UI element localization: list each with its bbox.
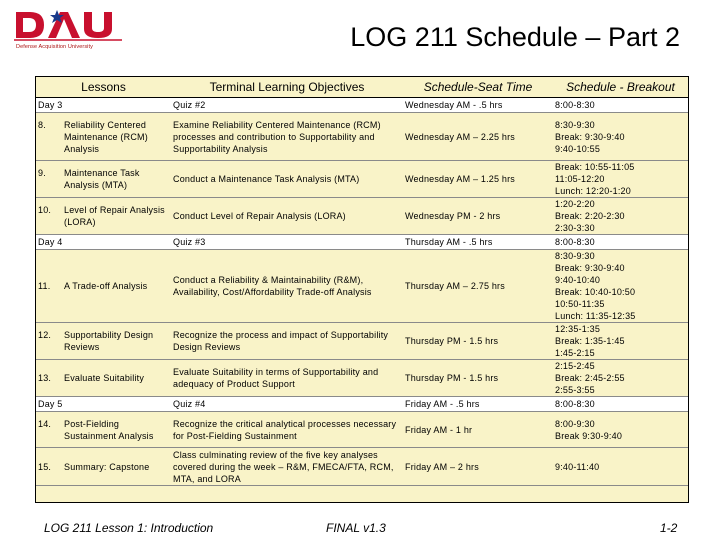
breakout-cell [553, 161, 688, 198]
breakout-line: 2:30-3:30 [555, 223, 595, 233]
day-label: Day 5 [38, 399, 63, 409]
lesson-cell [36, 250, 171, 323]
breakout-line: 1:20-2:20 [555, 199, 595, 209]
breakout-line: 2:15-2:45 [555, 361, 595, 371]
breakout-line: 8:00-8:30 [555, 100, 595, 110]
breakout-cell [553, 323, 688, 360]
lesson-title: Post-Fielding Sustainment Analysis [64, 418, 154, 441]
seat-time-cell: Friday AM – 2 hrs [403, 448, 553, 486]
header-breakout: Schedule - Breakout [553, 77, 688, 98]
breakout-line: 8:00-8:30 [555, 237, 595, 247]
breakout-line: Break: 10:40-10:50 [555, 287, 636, 297]
lesson-title: Reliability Centered Maintenance (RCM) Analysis [64, 119, 148, 154]
logo-tagline: Defense Acquisition University [16, 44, 93, 50]
breakout-line: Break: 10:55-11:05 [555, 162, 635, 172]
lesson-cell [36, 448, 171, 486]
tlo-cell: Quiz #3 [171, 235, 403, 250]
tlo-cell: Recognize the critical analytical processes necessary for Post-Fielding Sustainment [171, 412, 403, 448]
breakout-line: 9:40-10:55 [555, 143, 601, 154]
breakout-cell [553, 113, 688, 161]
schedule-table-container [35, 76, 689, 503]
lesson-title: Evaluate Suitability [64, 373, 145, 383]
tlo-cell: Conduct Level of Repair Analysis (LORA) [171, 198, 403, 235]
lesson-cell [36, 397, 171, 412]
lesson-cell [36, 198, 171, 235]
header-lessons: Lessons [36, 77, 171, 98]
lesson-title: Level of Repair Analysis (LORA) [64, 205, 165, 227]
header-seat-time: Schedule-Seat Time [403, 77, 553, 98]
breakout-line: 12:35-1:35 [555, 324, 601, 334]
breakout-line: Break: 1:35-1:45 [555, 336, 625, 346]
lesson-title: Maintenance Task Analysis (MTA) [64, 168, 140, 190]
breakout-cell [553, 235, 688, 250]
lesson-cell [36, 323, 171, 360]
tlo-cell: Recognize the process and impact of Supportability Design Reviews [171, 323, 403, 360]
lesson-number: 11. [38, 281, 51, 291]
breakout-line: 8:30-9:30 [555, 119, 595, 130]
lesson-number: 8. [38, 119, 46, 130]
schedule-body [36, 98, 688, 486]
tlo-cell: Conduct a Reliability & Maintainability (R&M), Availability, Cost/Affordability Trade-off Analysis [171, 250, 403, 323]
dau-logo [14, 8, 124, 54]
lesson-number: 13. [38, 373, 52, 383]
lesson-cell [36, 360, 171, 397]
day-label: Day 4 [38, 237, 63, 247]
table-row [36, 113, 688, 161]
lesson-number: 14. [38, 418, 52, 429]
breakout-line: Break: 2:45-2:55 [555, 373, 625, 383]
breakout-line: 2:55-3:55 [555, 385, 595, 395]
tlo-cell: Evaluate Suitability in terms of Supportability and adequacy of Product Support [171, 360, 403, 397]
breakout-line: Break: 9:30-9:40 [555, 131, 625, 142]
breakout-cell [553, 412, 688, 448]
breakout-line: 1:45-2:15 [555, 348, 595, 358]
seat-time-cell: Thursday PM - 1.5 hrs [403, 323, 553, 360]
breakout-cell [553, 360, 688, 397]
dau-logo-mark [14, 8, 124, 42]
breakout-line: 8:30-9:30 [555, 251, 595, 261]
breakout-line: Break: 9:30-9:40 [555, 263, 625, 273]
breakout-line: 10:50-11:35 [555, 299, 605, 309]
seat-time-cell: Wednesday PM - 2 hrs [403, 198, 553, 235]
breakout-line: 11:05-12:20 [555, 174, 605, 184]
seat-time-cell: Friday AM - .5 hrs [403, 397, 553, 412]
lesson-cell [36, 98, 171, 113]
seat-time-cell: Wednesday AM – 1.25 hrs [403, 161, 553, 198]
breakout-line: 8:00-9:30 [555, 418, 595, 429]
footer-version: FINAL v1.3 [326, 521, 386, 535]
lesson-cell [36, 412, 171, 448]
day-row [36, 397, 688, 412]
tlo-cell: Conduct a Maintenance Task Analysis (MTA) [171, 161, 403, 198]
lesson-title: Supportability Design Reviews [64, 330, 154, 352]
lesson-cell [36, 235, 171, 250]
seat-time-cell: Wednesday AM – 2.25 hrs [403, 113, 553, 161]
lesson-cell [36, 161, 171, 198]
table-row [36, 161, 688, 198]
breakout-cell [553, 98, 688, 113]
seat-time-cell: Thursday AM – 2.75 hrs [403, 250, 553, 323]
table-row [36, 323, 688, 360]
table-row [36, 360, 688, 397]
breakout-line: Break: 2:20-2:30 [555, 211, 625, 221]
day-row [36, 98, 688, 113]
header-row [36, 77, 688, 98]
breakout-line: 9:40-11:40 [555, 461, 600, 472]
breakout-line: Lunch: 11:35-12:35 [555, 311, 636, 321]
table-row [36, 448, 688, 486]
tlo-cell: Examine Reliability Centered Maintenance (RCM) processes and contribution to Supportability and Supportability Analysis [171, 113, 403, 161]
header-tlo: Terminal Learning Objectives [171, 77, 403, 98]
seat-time-cell: Thursday PM - 1.5 hrs [403, 360, 553, 397]
day-row [36, 235, 688, 250]
lesson-number: 12. [38, 330, 52, 340]
footer-page-number: 1-2 [660, 521, 678, 535]
seat-time-cell: Wednesday AM - .5 hrs [403, 98, 553, 113]
breakout-line: Lunch: 12:20-1:20 [555, 186, 631, 196]
seat-time-cell: Friday AM - 1 hr [403, 412, 553, 448]
tlo-cell: Quiz #4 [171, 397, 403, 412]
lesson-number: 15. [38, 461, 52, 472]
breakout-line: Break 9:30-9:40 [555, 430, 623, 441]
lesson-title: Summary: Capstone [64, 461, 150, 472]
table-row [36, 198, 688, 235]
table-row [36, 250, 688, 323]
breakout-cell [553, 448, 688, 486]
breakout-line: 8:00-8:30 [555, 399, 595, 409]
breakout-line: 9:40-10:40 [555, 275, 601, 285]
lesson-cell [36, 113, 171, 161]
footer-lesson: LOG 211 Lesson 1: Introduction [44, 521, 214, 535]
breakout-cell [553, 198, 688, 235]
breakout-cell [553, 250, 688, 323]
day-label: Day 3 [38, 100, 63, 110]
lesson-number: 9. [38, 168, 46, 178]
table-row [36, 412, 688, 448]
page-title: LOG 211 Schedule – Part 2 [350, 22, 680, 52]
lesson-number: 10. [38, 205, 52, 215]
seat-time-cell: Thursday AM - .5 hrs [403, 235, 553, 250]
lesson-title: A Trade-off Analysis [64, 281, 148, 291]
schedule-table [36, 77, 688, 486]
tlo-cell: Quiz #2 [171, 98, 403, 113]
breakout-cell [553, 397, 688, 412]
tlo-cell: Class culminating review of the five key analyses covered during the week – R&M, FMECA/FTA, RCM, MTA, and LORA [171, 448, 403, 486]
